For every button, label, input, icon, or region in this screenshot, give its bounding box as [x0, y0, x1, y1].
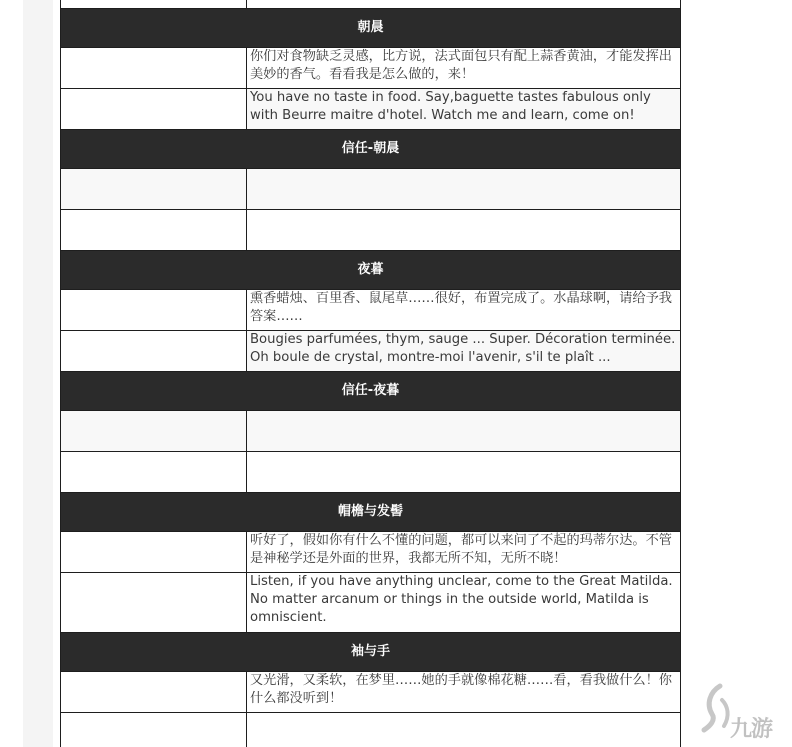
table-row [61, 411, 681, 452]
table-cell [61, 169, 247, 210]
table-row [61, 0, 681, 9]
english-line: You have no taste in food. Say,baguette tastes fabulous only with Beurre maitre d'hotel. Watch me and learn, come on! [247, 89, 681, 130]
table-cell [247, 0, 681, 9]
table-cell [61, 532, 247, 573]
section-header [61, 372, 681, 411]
chinese-line: 熏香蜡烛、百里香、鼠尾草……很好，布置完成了。水晶球啊，请给予我答案…… [247, 290, 681, 331]
table-row [61, 290, 681, 331]
chinese-line [247, 411, 681, 452]
section-title: 夜暮 [61, 251, 681, 290]
section-header [61, 9, 681, 48]
section-title: 朝晨 [61, 9, 681, 48]
english-line [247, 210, 681, 251]
english-line [247, 452, 681, 493]
section-header [61, 251, 681, 290]
table-cell [61, 48, 247, 89]
table-row [61, 573, 681, 633]
left-strip [23, 0, 53, 747]
chinese-line [247, 169, 681, 210]
table-cell [61, 0, 247, 9]
section-header [61, 130, 681, 169]
table-cell [61, 331, 247, 372]
watermark-text: 九游 [730, 717, 773, 742]
chinese-line: 听好了，假如你有什么不懂的问题，都可以来问了不起的玛蒂尔达。不管是神秘学还是外面的世界，我都无所不知，无所不晓！ [247, 532, 681, 573]
table-row [61, 713, 681, 747]
table-cell [61, 452, 247, 493]
left-margin [0, 0, 23, 747]
table-row [61, 331, 681, 372]
voice-lines-table [60, 0, 681, 747]
table-cell [61, 672, 247, 713]
chinese-line: 你们对食物缺乏灵感，比方说，法式面包只有配上蒜香黄油，才能发挥出美妙的香气。看看我是怎么做的，来！ [247, 48, 681, 89]
english-line: Bougies parfumées, thym, sauge ... Super. Décoration terminée. Oh boule de crystal, montre-moi l'avenir, s'il te plaît ... [247, 331, 681, 372]
table-cell [61, 210, 247, 251]
chinese-line: 又光滑，又柔软，在梦里……她的手就像棉花糖……看，看我做什么！你什么都没听到！ [247, 672, 681, 713]
section-title: 信任-朝晨 [61, 130, 681, 169]
table-cell [61, 89, 247, 130]
table-row [61, 48, 681, 89]
table-row [61, 89, 681, 130]
table-row [61, 532, 681, 573]
table-row [61, 452, 681, 493]
section-title: 帽檐与发髻 [61, 493, 681, 532]
watermark [700, 682, 788, 742]
table-cell [61, 290, 247, 331]
table-row [61, 672, 681, 713]
table-row [61, 169, 681, 210]
table-row [61, 210, 681, 251]
table-cell [61, 713, 247, 747]
section-header [61, 493, 681, 532]
english-line [247, 713, 681, 747]
section-header [61, 633, 681, 672]
table-cell [61, 573, 247, 633]
table-cell [61, 411, 247, 452]
section-title: 袖与手 [61, 633, 681, 672]
section-title: 信任-夜暮 [61, 372, 681, 411]
english-line: Listen, if you have anything unclear, come to the Great Matilda. No matter arcanum or things in the outside world, Matilda is omniscient. [247, 573, 681, 633]
